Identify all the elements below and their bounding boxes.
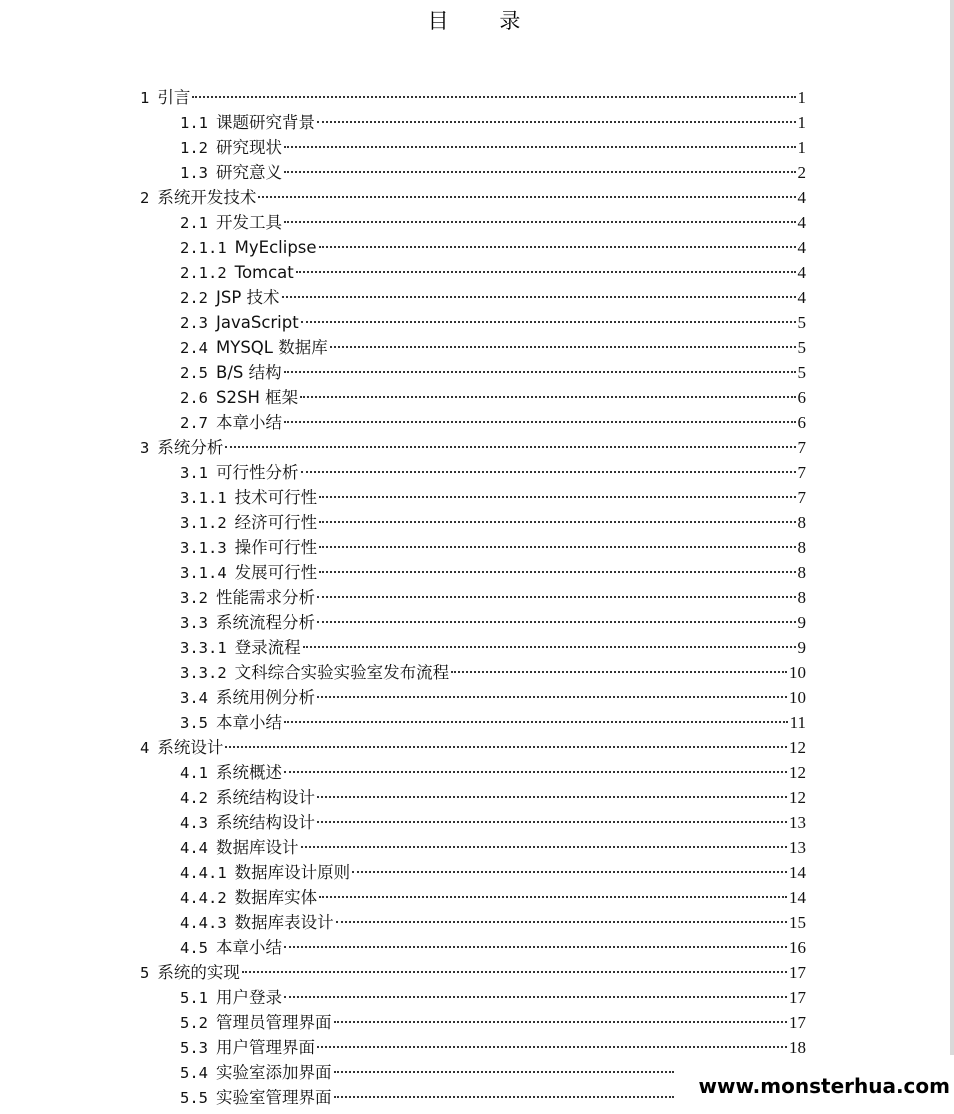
toc-entry[interactable] (0, 385, 954, 410)
toc-entry[interactable] (0, 110, 954, 135)
toc-entry-title: Tomcat (234, 263, 294, 282)
toc-entry-page: 1 (797, 138, 806, 157)
toc-entry-page: 13 (789, 813, 806, 832)
toc-dot-leader (301, 846, 788, 848)
toc-entry-number: 4.4.3 (180, 914, 227, 932)
toc-entry[interactable] (0, 985, 954, 1010)
toc-entry[interactable] (0, 610, 954, 635)
toc-entry-title: 数据库设计原则 (234, 863, 351, 882)
toc-entry-page: 5 (797, 338, 806, 357)
toc-dot-leader (317, 796, 787, 798)
toc-entry[interactable] (0, 210, 954, 235)
toc-dot-leader (284, 721, 788, 723)
table-of-contents (0, 85, 954, 1110)
toc-entry-page: 5 (797, 363, 806, 382)
toc-entry[interactable] (0, 785, 954, 810)
toc-entry[interactable] (0, 485, 954, 510)
toc-entry-number: 3.3.2 (180, 664, 227, 682)
toc-dot-leader (317, 596, 796, 598)
toc-entry[interactable] (0, 310, 954, 335)
toc-entry-number: 3.1.4 (180, 564, 227, 582)
toc-entry-page: 4 (797, 288, 806, 307)
toc-entry-number: 5.4 (180, 1064, 208, 1082)
toc-entry[interactable] (0, 960, 954, 985)
toc-entry[interactable] (0, 685, 954, 710)
toc-entry-title: 文科综合实验实验室发布流程 (234, 663, 450, 682)
toc-entry-title: 研究现状 (216, 138, 282, 157)
toc-entry[interactable] (0, 360, 954, 385)
toc-entry-title: 操作可行性 (234, 538, 318, 557)
toc-entry[interactable] (0, 585, 954, 610)
toc-entry-title: 用户登录 (216, 988, 282, 1007)
toc-dot-leader (242, 971, 787, 973)
toc-entry-number: 2.1.2 (180, 264, 227, 282)
toc-dot-leader (451, 671, 787, 673)
toc-entry-number: 3.3.1 (180, 639, 227, 657)
toc-dot-leader (258, 196, 795, 198)
toc-entry-title: 数据库设计 (216, 838, 299, 857)
toc-entry-page: 8 (797, 563, 806, 582)
toc-entry-number: 5.2 (180, 1014, 208, 1032)
toc-entry[interactable] (0, 660, 954, 685)
toc-entry-title: 引言 (157, 88, 191, 107)
toc-entry[interactable] (0, 435, 954, 460)
toc-entry-number: 4.4 (180, 839, 208, 857)
toc-dot-leader (319, 571, 795, 573)
toc-entry-number: 4 (140, 739, 150, 757)
toc-dot-leader (301, 321, 796, 323)
toc-entry-title: 系统设计 (157, 738, 224, 757)
toc-entry-page: 17 (789, 963, 806, 982)
toc-entry-number: 2.3 (180, 314, 208, 332)
toc-entry-page: 10 (789, 663, 806, 682)
toc-entry-number: 3.1.2 (180, 514, 227, 532)
toc-dot-leader (317, 821, 787, 823)
toc-entry-page: 16 (789, 938, 806, 957)
toc-entry-title: 数据库实体 (234, 888, 318, 907)
toc-dot-leader (301, 471, 796, 473)
toc-entry-title: 管理员管理界面 (216, 1013, 332, 1032)
toc-dot-leader (352, 871, 787, 873)
toc-entry-title: MYSQL 数据库 (216, 338, 328, 357)
toc-entry-title: B/S 结构 (216, 363, 282, 382)
toc-entry-page: 7 (797, 438, 806, 457)
toc-entry-number: 1.2 (180, 139, 208, 157)
toc-entry-page: 1 (797, 113, 806, 132)
toc-dot-leader (284, 371, 796, 373)
toc-entry-number: 2.7 (180, 414, 208, 432)
toc-dot-leader (319, 546, 795, 548)
toc-dot-leader (282, 296, 796, 298)
toc-entry-number: 4.4.1 (180, 864, 227, 882)
toc-entry-title: 开发工具 (216, 213, 282, 232)
toc-entry-number: 5 (140, 964, 150, 982)
toc-entry[interactable] (0, 260, 954, 285)
toc-entry-page: 12 (789, 763, 806, 782)
toc-dot-leader (284, 171, 796, 173)
toc-entry-number: 2.1.1 (180, 239, 227, 257)
toc-entry-page: 13 (789, 838, 806, 857)
toc-dot-leader (225, 446, 795, 448)
toc-entry-title: 本章小结 (216, 413, 282, 432)
toc-dot-leader (319, 896, 787, 898)
toc-entry-title: 实验室添加界面 (216, 1063, 332, 1082)
toc-entry-number: 3.3 (180, 614, 208, 632)
toc-entry-page: 4 (797, 263, 806, 282)
toc-dot-leader (334, 1021, 788, 1023)
toc-entry[interactable] (0, 910, 954, 935)
toc-entry-page: 6 (797, 388, 806, 407)
toc-entry-page: 8 (797, 513, 806, 532)
toc-entry[interactable] (0, 860, 954, 885)
toc-entry-number: 3.5 (180, 714, 208, 732)
toc-entry[interactable] (0, 1035, 954, 1060)
toc-entry-page: 15 (789, 913, 806, 932)
toc-entry-page: 4 (797, 213, 806, 232)
toc-entry-page: 4 (797, 238, 806, 257)
toc-entry-number: 3.1.3 (180, 539, 227, 557)
toc-dot-leader (225, 746, 787, 748)
toc-dot-leader (334, 1071, 674, 1073)
toc-entry-number: 2.4 (180, 339, 208, 357)
toc-dot-leader (319, 246, 796, 248)
toc-entry-number: 2.2 (180, 289, 208, 307)
toc-dot-leader (284, 146, 796, 148)
toc-entry-page: 7 (797, 488, 806, 507)
toc-entry-page: 9 (797, 638, 806, 657)
toc-entry-page: 14 (789, 863, 806, 882)
toc-dot-leader (192, 96, 795, 98)
toc-entry[interactable] (0, 510, 954, 535)
toc-dot-leader (284, 221, 796, 223)
toc-entry-number: 4.5 (180, 939, 208, 957)
toc-entry-number: 2.5 (180, 364, 208, 382)
toc-entry-number: 5.1 (180, 989, 208, 1007)
toc-dot-leader (317, 696, 787, 698)
toc-entry[interactable] (0, 810, 954, 835)
toc-entry-number: 2.1 (180, 214, 208, 232)
toc-entry-page: 10 (789, 688, 806, 707)
toc-entry-page: 2 (797, 163, 806, 182)
toc-entry-title: 本章小结 (216, 713, 282, 732)
toc-entry[interactable] (0, 160, 954, 185)
toc-entry-title: 系统流程分析 (216, 613, 315, 632)
toc-entry[interactable] (0, 135, 954, 160)
toc-entry-page: 11 (789, 713, 806, 732)
toc-entry-page: 17 (789, 988, 806, 1007)
toc-entry-page: 14 (789, 888, 806, 907)
toc-entry-number: 4.3 (180, 814, 208, 832)
toc-entry-page: 1 (797, 88, 806, 107)
toc-entry-number: 1 (140, 89, 150, 107)
toc-dot-leader (330, 346, 796, 348)
toc-entry-title: 系统开发技术 (157, 188, 257, 207)
toc-entry-page: 7 (797, 463, 806, 482)
toc-dot-leader (284, 946, 787, 948)
toc-entry-page: 6 (797, 413, 806, 432)
toc-entry[interactable] (0, 635, 954, 660)
toc-dot-leader (317, 621, 796, 623)
toc-entry[interactable] (0, 735, 954, 760)
toc-entry-number: 4.2 (180, 789, 208, 807)
toc-entry-title: 可行性分析 (216, 463, 299, 482)
toc-entry-number: 2 (140, 189, 150, 207)
toc-entry[interactable] (0, 85, 954, 110)
toc-entry[interactable] (0, 335, 954, 360)
toc-entry-title: 系统用例分析 (216, 688, 315, 707)
toc-entry[interactable] (0, 885, 954, 910)
toc-entry-title: 系统分析 (157, 438, 224, 457)
toc-entry-title: S2SH 框架 (216, 388, 299, 407)
toc-entry-title: 用户管理界面 (216, 1038, 315, 1057)
toc-entry-page: 8 (797, 538, 806, 557)
toc-entry-number: 3 (140, 439, 150, 457)
toc-entry-title: 系统结构设计 (216, 813, 315, 832)
toc-entry[interactable] (0, 235, 954, 260)
toc-entry[interactable] (0, 710, 954, 735)
watermark-text: www.monsterhua.com (690, 1066, 954, 1106)
toc-entry-number: 5.3 (180, 1039, 208, 1057)
toc-entry-number: 1.3 (180, 164, 208, 182)
toc-dot-leader (284, 771, 787, 773)
toc-entry-title: JavaScript (216, 313, 299, 332)
toc-entry-title: 性能需求分析 (216, 588, 315, 607)
toc-entry-title: 系统的实现 (157, 963, 240, 982)
toc-dot-leader (284, 996, 787, 998)
toc-dot-leader (300, 396, 795, 398)
toc-entry-page: 17 (789, 1013, 806, 1032)
toc-entry-page: 9 (797, 613, 806, 632)
toc-entry-title: 课题研究背景 (216, 113, 315, 132)
toc-entry[interactable] (0, 285, 954, 310)
toc-entry[interactable] (0, 760, 954, 785)
toc-dot-leader (334, 1096, 674, 1098)
toc-entry[interactable] (0, 535, 954, 560)
toc-entry-page: 18 (789, 1038, 806, 1057)
toc-entry-title: 技术可行性 (234, 488, 318, 507)
toc-entry-title: 研究意义 (216, 163, 282, 182)
toc-entry-page: 8 (797, 588, 806, 607)
toc-entry-number: 3.2 (180, 589, 208, 607)
toc-entry[interactable] (0, 835, 954, 860)
toc-dot-leader (319, 521, 795, 523)
toc-entry-title: 登录流程 (234, 638, 301, 657)
toc-entry-number: 3.4 (180, 689, 208, 707)
toc-entry[interactable] (0, 410, 954, 435)
toc-entry-page: 4 (797, 188, 806, 207)
toc-entry-title: 实验室管理界面 (216, 1088, 332, 1107)
toc-entry-title: 系统结构设计 (216, 788, 315, 807)
toc-entry-number: 4.1 (180, 764, 208, 782)
toc-entry[interactable] (0, 460, 954, 485)
toc-dot-leader (284, 421, 796, 423)
toc-entry-title: 系统概述 (216, 763, 282, 782)
toc-entry[interactable] (0, 185, 954, 210)
page-title: 目 录 (427, 9, 543, 33)
toc-entry-title: 发展可行性 (234, 563, 318, 582)
toc-entry-title: 数据库表设计 (234, 913, 334, 932)
toc-entry[interactable] (0, 935, 954, 960)
toc-dot-leader (319, 496, 795, 498)
toc-entry-page: 5 (797, 313, 806, 332)
toc-entry-title: MyEclipse (234, 238, 317, 257)
toc-dot-leader (317, 1046, 787, 1048)
toc-entry-number: 5.5 (180, 1089, 208, 1107)
toc-entry-title: 经济可行性 (234, 513, 318, 532)
toc-entry[interactable] (0, 1010, 954, 1035)
toc-entry-number: 2.6 (180, 389, 208, 407)
toc-entry[interactable] (0, 560, 954, 585)
toc-entry-number: 3.1 (180, 464, 208, 482)
toc-entry-page: 12 (789, 738, 806, 757)
toc-entry-number: 1.1 (180, 114, 208, 132)
toc-dot-leader (296, 271, 796, 273)
toc-dot-leader (336, 921, 787, 923)
toc-dot-leader (303, 646, 796, 648)
toc-entry-number: 3.1.1 (180, 489, 227, 507)
toc-entry-title: 本章小结 (216, 938, 282, 957)
toc-dot-leader (317, 121, 796, 123)
toc-entry-title: JSP 技术 (216, 288, 280, 307)
toc-entry-number: 4.4.2 (180, 889, 227, 907)
toc-entry-page: 12 (789, 788, 806, 807)
